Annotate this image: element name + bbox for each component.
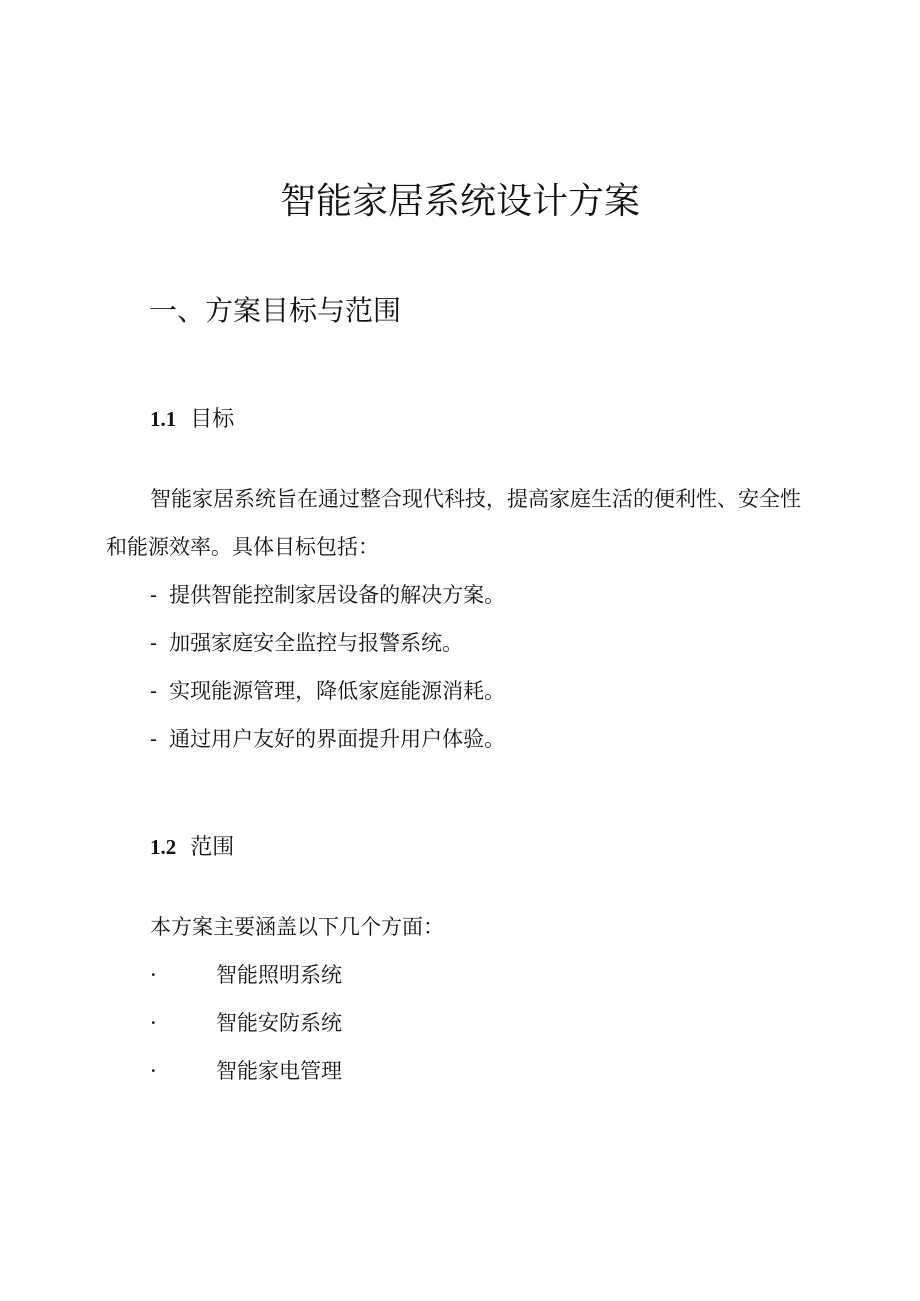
goal-item: [150, 674, 505, 708]
goal-item: [150, 722, 505, 756]
scope-item-text: 智能安防系统: [216, 1011, 342, 1035]
dash-marker: -: [150, 679, 158, 703]
subsection-number: 1.2: [150, 835, 177, 859]
goal-text: 提供智能控制家居设备的解决方案。: [169, 583, 506, 607]
document-title: 智能家居系统设计方案: [279, 181, 640, 222]
subsection-heading-goals: [150, 402, 234, 437]
scope-item-text: 智能照明系统: [216, 963, 342, 987]
subsection-title: 目标: [190, 407, 235, 432]
scope-item: [150, 1006, 342, 1040]
scope-intro: 本方案主要涵盖以下几个方面：: [150, 915, 444, 939]
bullet-marker: ·: [150, 963, 157, 987]
dash-marker: -: [150, 631, 158, 655]
subsection-heading-scope: [150, 830, 234, 865]
subsection-number: 1.1: [150, 407, 177, 431]
bullet-marker: ·: [150, 1011, 157, 1035]
scope-item: [150, 1054, 342, 1088]
goal-text: 加强家庭安全监控与报警系统。: [169, 631, 464, 655]
goal-text: 通过用户友好的界面提升用户体验。: [169, 727, 506, 751]
scope-item: [150, 958, 342, 992]
goals-paragraph: 智能家居系统旨在通过整合现代科技，提高家庭生活的便利性、安全性和能源效率。具体目标包括：: [106, 487, 801, 559]
scope-item-text: 智能家电管理: [216, 1059, 342, 1083]
bullet-marker: ·: [150, 1059, 157, 1083]
dash-marker: -: [150, 727, 158, 751]
goal-text: 实现能源管理，降低家庭能源消耗。: [169, 679, 506, 703]
goal-item: [150, 578, 505, 612]
section-heading: 一、方案目标与范围: [149, 294, 402, 327]
subsection-title: 范围: [190, 835, 235, 860]
dash-marker: -: [150, 583, 158, 607]
goal-item: [150, 626, 463, 660]
